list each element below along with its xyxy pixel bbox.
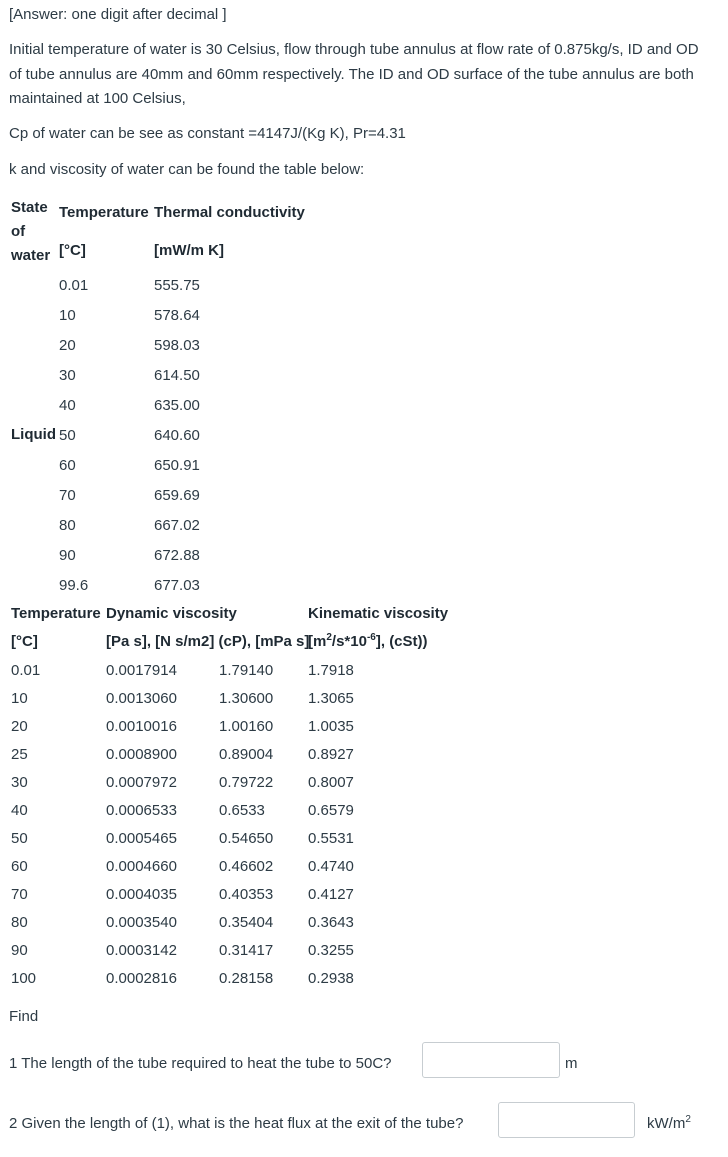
table1-temperature-cell: 20 xyxy=(59,337,76,354)
cp-line: Cp of water can be see as constant =4147J/(Kg K), Pr=4.31 xyxy=(9,125,406,142)
header-dynamic-viscosity-unit: [Pa s], [N s/m2] (cP), [mPa s] xyxy=(106,633,310,650)
table2-temperature-cell: 40 xyxy=(11,802,28,819)
table2-dynamic-pa-cell: 0.0002816 xyxy=(106,970,177,987)
question-1-unit: m xyxy=(565,1055,578,1072)
table2-kinematic-cell: 1.7918 xyxy=(308,662,354,679)
header-thermal-conductivity-unit: [mW/m K] xyxy=(154,242,224,259)
answer-format-note: [Answer: one digit after decimal ] xyxy=(9,6,227,23)
table1-conductivity-cell: 640.60 xyxy=(154,427,200,444)
table2-kinematic-cell: 0.5531 xyxy=(308,830,354,847)
table2-temperature-cell: 30 xyxy=(11,774,28,791)
header-kinematic-viscosity-unit: $[m^2/s*10^{-6}]$, (cSt)) xyxy=(308,632,428,650)
table1-temperature-cell: 80 xyxy=(59,517,76,534)
table2-temperature-cell: 70 xyxy=(11,886,28,903)
table2-dynamic-cp-cell: 1.79140 xyxy=(219,662,274,679)
table1-temperature-cell: 40 xyxy=(59,397,76,414)
table2-temperature-cell: 25 xyxy=(11,746,28,763)
table2-dynamic-pa-cell: 0.0004035 xyxy=(106,886,177,903)
table2-temperature-cell: 100 xyxy=(11,970,37,987)
table1-conductivity-cell: 677.03 xyxy=(154,577,200,594)
table2-dynamic-cp-cell: 0.6533 xyxy=(219,802,265,819)
table2-dynamic-pa-cell: 0.0003142 xyxy=(106,942,177,959)
state-liquid-label: Liquid xyxy=(11,426,56,443)
table1-temperature-cell: 90 xyxy=(59,547,76,564)
header-temperature: Temperature xyxy=(59,204,149,221)
table1-conductivity-cell: 635.00 xyxy=(154,397,200,414)
table1-conductivity-cell: 672.88 xyxy=(154,547,200,564)
table2-kinematic-cell: 1.3065 xyxy=(308,690,354,707)
k-line: k and viscosity of water can be found the table below: xyxy=(9,161,365,178)
table2-temperature-cell: 50 xyxy=(11,830,28,847)
table2-kinematic-cell: 0.8007 xyxy=(308,774,354,791)
table1-conductivity-cell: 659.69 xyxy=(154,487,200,504)
table2-kinematic-cell: 0.4740 xyxy=(308,858,354,875)
table2-kinematic-cell: 1.0035 xyxy=(308,718,354,735)
table1-temperature-cell: 99.6 xyxy=(59,577,89,594)
problem-intro: Initial temperature of water is 30 Celsius, flow through tube annulus at flow rate of 0.875kg/s, ID and OD of tube annulus are 40mm and 60mm respectively. The ID and OD surface of the tube annulus are both maintained at 100 Celsius, xyxy=(9,41,699,107)
table2-dynamic-cp-cell: 0.79722 xyxy=(219,774,274,791)
table2-dynamic-pa-cell: 0.0010016 xyxy=(106,718,177,735)
question-1-text: 1 The length of the tube required to heat the tube to 50C? xyxy=(9,1055,392,1072)
table2-dynamic-cp-cell: 0.31417 xyxy=(219,942,274,959)
table2-temperature-cell: 10 xyxy=(11,690,28,707)
table1-conductivity-cell: 667.02 xyxy=(154,517,200,534)
table2-dynamic-pa-cell: 0.0004660 xyxy=(106,858,177,875)
table2-temperature-cell: 60 xyxy=(11,858,28,875)
table2-dynamic-pa-cell: 0.0005465 xyxy=(106,830,177,847)
question-1-answer-input[interactable] xyxy=(422,1042,560,1078)
table2-dynamic-pa-cell: 0.0008900 xyxy=(106,746,177,763)
question-2-answer-input[interactable] xyxy=(498,1102,635,1138)
table2-temperature-cell: 20 xyxy=(11,718,28,735)
table1-temperature-cell: 30 xyxy=(59,367,76,384)
question-2-unit: $kW/m^2$ xyxy=(647,1114,691,1132)
header-state-1: State xyxy=(11,199,48,216)
table1-conductivity-cell: 650.91 xyxy=(154,457,200,474)
question-2-text: 2 Given the length of (1), what is the heat flux at the exit of the tube? xyxy=(9,1115,464,1132)
table1-temperature-cell: 50 xyxy=(59,427,76,444)
table2-dynamic-cp-cell: 0.28158 xyxy=(219,970,274,987)
table2-dynamic-cp-cell: 0.54650 xyxy=(219,830,274,847)
table1-temperature-cell: 70 xyxy=(59,487,76,504)
table1-conductivity-cell: 598.03 xyxy=(154,337,200,354)
find-label: Find xyxy=(9,1008,39,1025)
table1-conductivity-cell: 555.75 xyxy=(154,277,200,294)
table1-conductivity-cell: 614.50 xyxy=(154,367,200,384)
header-state-3: water xyxy=(11,247,51,264)
header-temperature-unit: [°C] xyxy=(59,242,86,259)
header-kinematic-viscosity: Kinematic viscosity xyxy=(308,605,449,622)
header-dynamic-viscosity: Dynamic viscosity xyxy=(106,605,237,622)
table2-dynamic-cp-cell: 0.40353 xyxy=(219,886,274,903)
table1-temperature-cell: 60 xyxy=(59,457,76,474)
table2-dynamic-pa-cell: 0.0003540 xyxy=(106,914,177,931)
header-temperature: Temperature xyxy=(11,605,101,622)
table2-temperature-cell: 90 xyxy=(11,942,28,959)
table2-kinematic-cell: 0.3643 xyxy=(308,914,354,931)
table2-kinematic-cell: 0.6579 xyxy=(308,802,354,819)
table2-kinematic-cell: 0.8927 xyxy=(308,746,354,763)
table2-dynamic-pa-cell: 0.0007972 xyxy=(106,774,177,791)
table2-dynamic-cp-cell: 0.46602 xyxy=(219,858,274,875)
header-thermal-conductivity: Thermal conductivity xyxy=(154,204,305,221)
table1-temperature-cell: 0.01 xyxy=(59,277,89,294)
header-state-2: of xyxy=(11,223,26,240)
table2-dynamic-cp-cell: 0.89004 xyxy=(219,746,274,763)
table2-kinematic-cell: 0.3255 xyxy=(308,942,354,959)
table2-dynamic-cp-cell: 1.30600 xyxy=(219,690,274,707)
table1-conductivity-cell: 578.64 xyxy=(154,307,200,324)
table1-temperature-cell: 10 xyxy=(59,307,76,324)
table2-dynamic-pa-cell: 0.0013060 xyxy=(106,690,177,707)
header-temperature-unit: [°C] xyxy=(11,633,38,650)
table2-kinematic-cell: 0.4127 xyxy=(308,886,354,903)
table2-dynamic-pa-cell: 0.0017914 xyxy=(106,662,177,679)
table2-temperature-cell: 80 xyxy=(11,914,28,931)
table2-dynamic-pa-cell: 0.0006533 xyxy=(106,802,177,819)
table2-dynamic-cp-cell: 0.35404 xyxy=(219,914,274,931)
table2-dynamic-cp-cell: 1.00160 xyxy=(219,718,274,735)
table2-temperature-cell: 0.01 xyxy=(11,662,41,679)
table2-kinematic-cell: 0.2938 xyxy=(308,970,354,987)
